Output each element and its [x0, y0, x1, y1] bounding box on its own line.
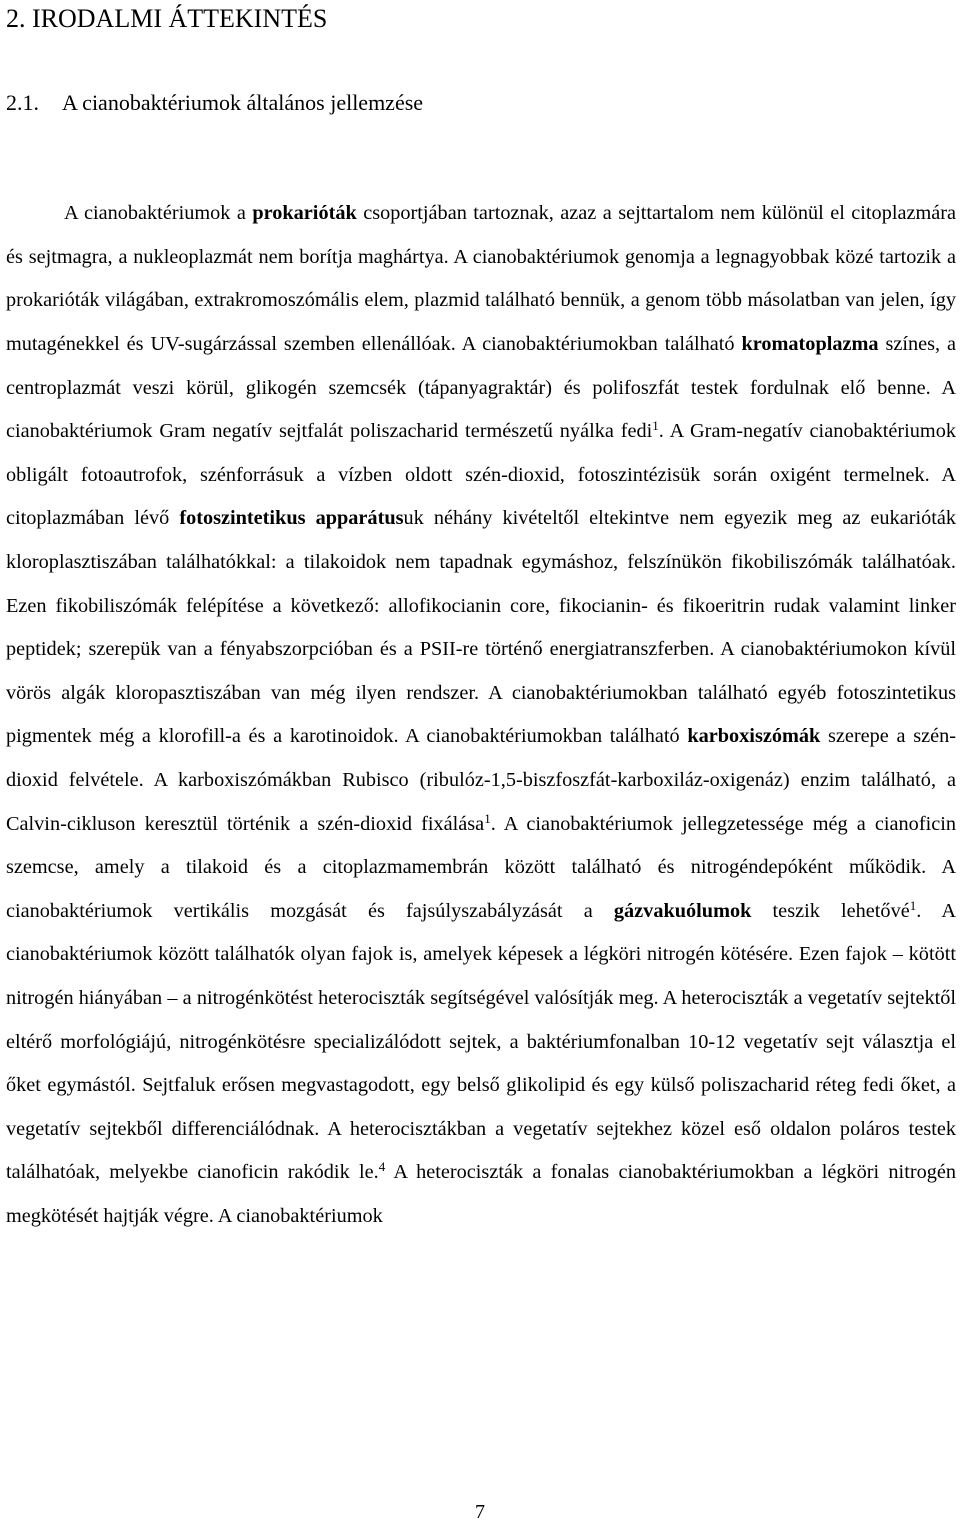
reference-superscript: 1 — [652, 418, 659, 434]
section-title: A cianobaktériumok általános jellemzése — [62, 90, 424, 115]
section-heading — [6, 89, 423, 117]
term-kromatoplazma: kromatoplazma — [741, 333, 879, 356]
page-number: 7 — [475, 1501, 485, 1523]
term-fotoszintetikus-apparatus: fotoszintetikus apparátus — [179, 507, 404, 530]
section-number: 2.1. — [6, 90, 39, 115]
text-run: teszik lehetővé — [751, 899, 910, 922]
text-run: . A cianobaktériumok jellegzetessége még a cianoficin szemcse, amely a tilakoid és a citoplazmamembrán között található és nitrogéndepóként működik. A cianobaktériumok vertikális mozgását és fajsúlyszabályzását a — [6, 812, 956, 922]
reference-superscript: 1 — [909, 897, 917, 913]
text-run: színes, a centroplazmát veszi körül, glikogén szemcsék (tápanyagraktár) és polifoszfát testek fordulnak elő benne. A cianobaktériumok Gram negatív sejtfalát poliszacharid természetű nyálka fedi — [6, 333, 956, 443]
text-run: . A cianobaktériumok között találhatók olyan fajok is, amelyek képesek a légköri nitrogén kötésére. Ezen fajok – kötött nitrogén hiányában – a nitrogénkötést heterociszták segítségével valósítják meg. A heterociszták a vegetatív sejtektől eltérő morfológiájú, nitrogénkötésre specializálódott sejtek, a baktériumfonalban 10-12 vegetatív sejt választja el őket egymástól. Sejtfaluk erősen megvastagodott, egy belső glikolipid és egy külső poliszacharid réteg fedi őket, a vegetatív sejtekből differenciálódnak. A heterocisztákban a vegetatív sejtekhez közel eső oldalon poláros testek találhatóak, melyekbe cianoficin rakódik le. — [6, 899, 956, 1184]
term-gazvakuolumok: gázvakuólumok — [613, 899, 752, 922]
chapter-heading: 2. IRODALMI ÁTTEKINTÉS — [6, 4, 328, 33]
text-run: A cianobaktériumok a — [64, 202, 253, 225]
text-run: csoportjában tartoznak, azaz a sejttartalom nem különül el citoplazmára és sejtmagra, a nukleoplazmát nem borítja maghártya. A cianobaktériumok genomja a legnagyobbak közé tartozik a prokarióták világában, extrakromoszómális elem, plazmid található bennük, a genom több másolatban van jelen, így mutagénekkel és UV-sugárzással szemben ellenállóak. A cianobaktériumokban található — [6, 202, 957, 356]
text-run: . A Gram-negatív cianobaktériumok obligált fotoautrofok, szénforrásuk a vízben oldott szén-dioxid, fotoszintézisük során oxigént termelnek. A citoplazmában lévő — [6, 420, 956, 530]
term-prokariotak: prokarióták — [252, 202, 357, 225]
text-run: szerepe a szén-dioxid felvétele. A karboxiszómákban Rubisco (ribulóz-1,5-biszfoszfát-karboxiláz-oxigenáz) enzim található, a Calvin-cikluson keresztül történik a szén-dioxid fixálása — [6, 725, 956, 835]
text-run: A heterociszták a fonalas cianobaktériumokban a légköri nitrogén megkötését hajtják végre. A cianobaktériumok — [6, 1161, 957, 1227]
term-karboxiszomak: karboxiszómák — [687, 725, 821, 748]
text-run: uk néhány kivételtől eltekintve nem egyezik meg az eukarióták kloroplasztiszában találhatókkal: a tilakoidok nem tapadnak egymáshoz, felszínükön fikobiliszómák találhatóak. Ezen fikobiliszómák felépítése a következő: allofikocianin core, fikocianin- és fikoeritrin rudak valamint linker peptidek; szerepük van a fényabszorpcióban és a PSII-re történő energiatranszferben. A cianobaktériumokon kívül vörös algák kloropasztiszában van még ilyen rendszer. A cianobaktériumokban található egyéb fotoszintetikus pigmentek még a klorofill-a és a karotinoidok. A cianobaktériumokban található — [6, 507, 957, 748]
body-paragraph — [6, 192, 956, 1238]
reference-superscript: 1 — [484, 810, 491, 826]
reference-superscript: 4 — [378, 1159, 386, 1175]
